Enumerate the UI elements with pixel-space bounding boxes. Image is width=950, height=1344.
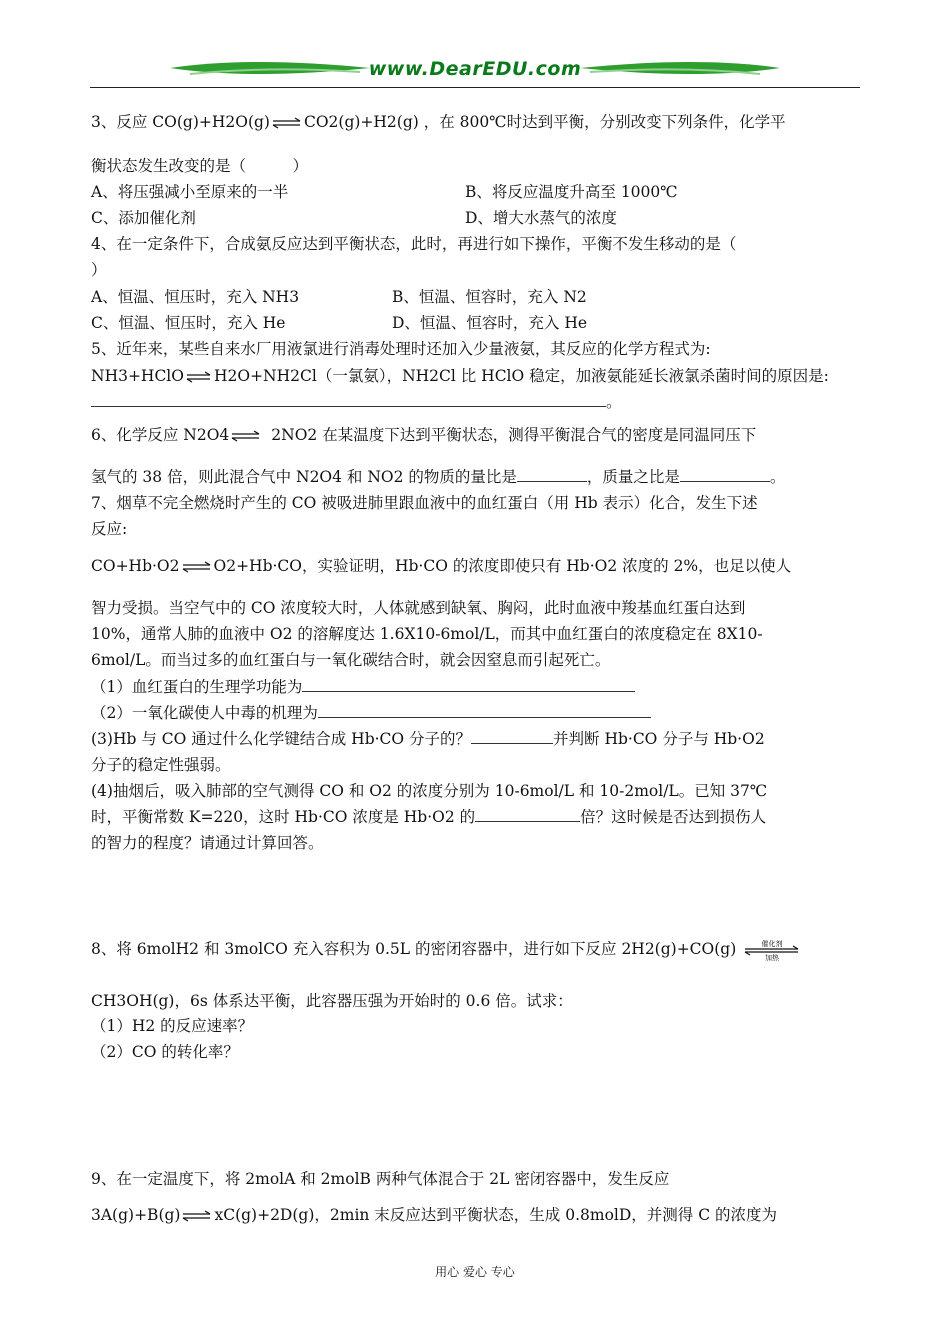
- header-divider: [90, 87, 860, 88]
- q4-option-b: B、恒温、恒容时，充入 N2: [392, 288, 587, 306]
- q7-sub-1: （1）血红蛋白的生理学功能为: [91, 677, 635, 697]
- q7-line-1: 7、烟草不完全燃烧时产生的 CO 被吸进肺里跟血液中的血红蛋白（用 Hb 表示）化合，发生下述: [91, 494, 758, 512]
- q8-line-2: CH3OH(g)，6s 体系达平衡，此容器压强为开始时的 0.6 倍。试求：: [91, 992, 573, 1010]
- site-logo-text: www.DearEDU.com: [368, 58, 582, 80]
- q4-option-d: D、恒温、恒容时，充入 He: [392, 314, 588, 332]
- q7-line-4: 智力受损。当空气中的 CO 浓度较大时，人体就感到缺氧、胸闷，此时血液中羧基血红蛋白达到: [91, 599, 746, 617]
- q5-line-2: NH3+HClO H2O+NH2Cl（一氯氨），NH2Cl 比 HClO 稳定，加液氨能延长液氯杀菌时间的原因是:: [91, 367, 829, 385]
- page-footer: 用心 爱心 专心: [435, 1265, 515, 1279]
- q3-option-b: B、将反应温度升高至 1000℃: [465, 183, 678, 201]
- q7-line-6: 6mol/L。而当过多的血红蛋白与一氧化碳结合时，就会因窒息而引起死亡。: [91, 651, 611, 669]
- q7-sub-4: (4)抽烟后，吸入肺部的空气测得 CO 和 O2 的浓度分别为 10-6mol/L 和 10-2mol/L。已知 37℃: [91, 782, 768, 800]
- q7-line-5: 10%，通常人肺的血液中 O2 的溶解度达 1.6X10-6mol/L，而其中血红蛋白的浓度稳定在 8X10-: [91, 625, 763, 643]
- q4-line-2: ）: [91, 261, 107, 279]
- equilibrium-arrow-icon: [182, 561, 212, 573]
- answer-blank[interactable]: [318, 703, 651, 718]
- answer-blank[interactable]: [471, 729, 553, 744]
- answer-blank[interactable]: [302, 677, 635, 692]
- q3-option-a: A、将压强减小至原来的一半: [91, 183, 289, 201]
- q7-line-2: 反应:: [91, 520, 128, 538]
- q3-option-d: D、增大水蒸气的浓度: [465, 209, 617, 227]
- answer-blank[interactable]: [475, 807, 580, 822]
- q4-line-1: 4、在一定条件下，合成氨反应达到平衡状态，此时，再进行如下操作，平衡不发生移动的是（: [91, 235, 737, 253]
- q7-line-3: CO+Hb·O2 O2+Hb·CO，实验证明，Hb·CO 的浓度即使只有 Hb·O2 浓度的 2%，也足以使人: [91, 557, 792, 575]
- q3-option-c: C、添加催化剂: [91, 209, 196, 227]
- q7-sub-4-end: 的智力的程度？请通过计算回答。: [91, 834, 324, 852]
- q4-option-a: A、恒温、恒压时，充入 NH3: [91, 288, 300, 306]
- q5-line-1: 5、近年来，某些自来水厂用液氯进行消毒处理时还加入少量液氨，其反应的化学方程式为:: [91, 340, 711, 358]
- q3-line-2: 衡状态发生改变的是（ ）: [91, 157, 309, 175]
- q7-sub-3: (3)Hb 与 CO 通过什么化学键结合成 Hb·CO 分子的？ 并判断 Hb·CO 分子与 Hb·O2: [91, 730, 765, 748]
- catalyst-equilibrium-arrow-icon: [744, 939, 800, 961]
- site-header: [90, 54, 860, 90]
- q9-line-1: 9、在一定温度下，将 2molA 和 2molB 两种气体混合于 2L 密闭容器中，发生反应: [91, 1170, 670, 1188]
- catalyst-label: 催化剂: [761, 940, 783, 948]
- q8-sub-2: （2）CO 的转化率？: [91, 1043, 239, 1061]
- q7-sub-2: （2）一氧化碳使人中毒的机理为: [91, 703, 651, 723]
- q6-line-1: 6、化学反应 N2O4 2NO2 在某温度下达到平衡状态，测得平衡混合气的密度是同温同压下: [91, 426, 757, 444]
- q6-line-2: 氢气的 38 倍，则此混合气中 N2O4 和 NO2 的物质的量比是 ，质量之比是 。: [91, 468, 786, 486]
- q4-option-c: C、恒温、恒压时，充入 He: [91, 314, 286, 332]
- answer-blank[interactable]: [91, 392, 606, 407]
- heating-label: 加热: [765, 954, 780, 961]
- q5-line-3: 。: [91, 392, 622, 412]
- q8-sub-1: （1）H2 的反应速率？: [91, 1017, 254, 1035]
- equilibrium-arrow-icon: [231, 430, 261, 442]
- q7-sub-3-cont: 分子的稳定性强弱。: [91, 756, 231, 774]
- equilibrium-arrow-icon: [272, 117, 302, 129]
- q3-line-1: 3、反应 CO(g)+H2O(g) CO2(g)+H2(g) ，在 800℃时达到平衡，分别改变下列条件，化学平: [91, 113, 786, 131]
- answer-blank[interactable]: [680, 467, 770, 482]
- q7-sub-4-cont: 时，平衡常数 K=220，这时 Hb·CO 浓度是 Hb·O2 的 倍？这时候是否达到损伤人: [91, 808, 767, 826]
- q8-line-1: 8、将 6molH2 和 3molCO 充入容积为 0.5L 的密闭容器中，进行如下反应 2H2(g)+CO(g) 催化剂 加热: [91, 939, 802, 961]
- equilibrium-arrow-icon: [182, 1210, 212, 1222]
- answer-blank[interactable]: [517, 467, 587, 482]
- equilibrium-arrow-icon: [186, 371, 212, 383]
- q9-line-2: 3A(g)+B(g) xC(g)+2D(g)，2min 末反应达到平衡状态，生成 0.8molD，并测得 C 的浓度为: [91, 1206, 778, 1224]
